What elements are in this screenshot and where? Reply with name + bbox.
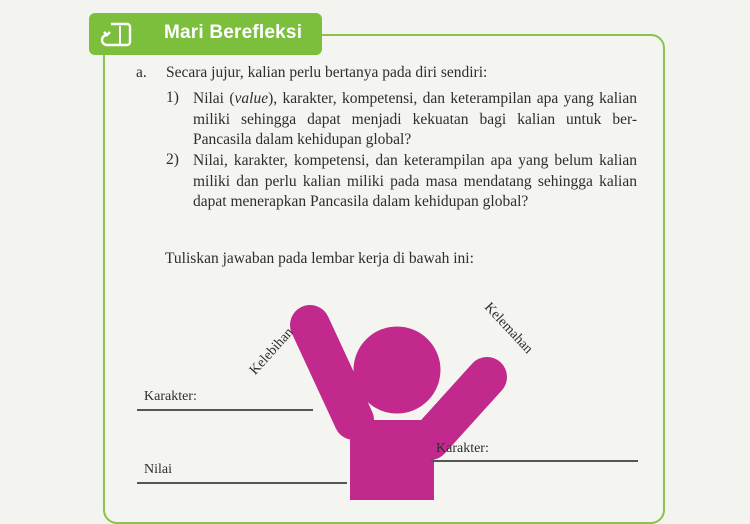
right-karakter-line[interactable] — [431, 460, 638, 462]
figure-body — [350, 420, 434, 500]
figure-head — [354, 327, 440, 413]
item-2-text: Nilai, karakter, kompetensi, dan keterampilan apa yang belum kalian miliki dan perlu kalian miliki pada masa mendatang sehingga kalian dapat menerapkan Pancasila dalam kehidupan global? — [193, 152, 637, 210]
header-title: Mari Berefleksi — [164, 22, 303, 43]
instruction-text: Tuliskan jawaban pada lembar kerja di bawah ini: — [165, 250, 474, 267]
section-a-label: a. — [136, 64, 147, 81]
item-2-number: 2) — [166, 151, 179, 168]
left-nilai-label: Nilai — [144, 462, 172, 477]
figure-right-arm — [430, 377, 487, 440]
kelemahan-label: Kelemahan — [481, 300, 536, 357]
right-karakter-label: Karakter: — [436, 441, 489, 456]
section-a-intro: Secara jujur, kalian perlu bertanya pada diri sendiri: — [166, 64, 488, 81]
left-karakter-line[interactable] — [137, 409, 313, 411]
left-karakter-label: Karakter: — [144, 389, 197, 404]
kelebihan-label: Kelebihan — [247, 325, 297, 379]
item-1-number: 1) — [166, 89, 179, 106]
figure-left-arm — [310, 325, 354, 420]
item-1-text: Nilai (value), karakter, kompetensi, dan keterampilan apa yang kalian miliki sehingga dapat menjadi kekuatan bagi kalian untuk ber-Pancasila dalam kehidupan global? — [193, 90, 637, 148]
left-nilai-line[interactable] — [137, 482, 347, 484]
